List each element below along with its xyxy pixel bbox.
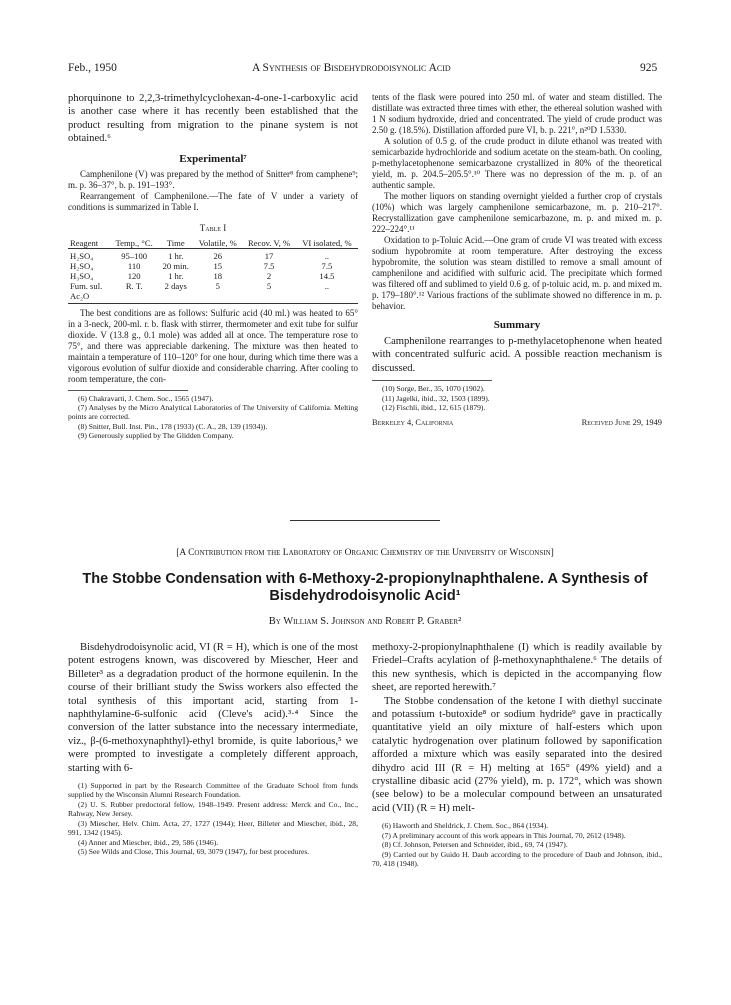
table-row: [68, 281, 358, 291]
paragraph: Camphenilone (V) was prepared by the method of Snitter⁸ from camphene⁹; m. p. 36–37°, b. p. 191–193°.: [68, 168, 358, 190]
table-cell: ..: [324, 280, 330, 291]
section-heading: Summary: [493, 319, 541, 331]
table-cell: H₂SO₄: [70, 260, 94, 271]
table-header: Recov. V, %: [247, 237, 291, 248]
table-cell: 7.5: [263, 260, 275, 271]
paragraph: The Stobbe condensation of the ketone I with diethyl succinate and potassium t-butoxide⁸ or sodium hydride⁹ gave in practically quantitative yield an oily mixture of half-esters which upon catalytic hydrogenation over platinum followed by saponification afforded a mixture which was easily separated into the desired dihydro acid III (R = H) melting at 165° (49% yield) and a crystalline dibasic acid (27% yield), m. p. 172°, which was shown (see below) to be a molecular compound between an unsaturated acid (VII) (R = H) melt-: [372, 695, 662, 814]
table-cell: 20 min.: [162, 260, 189, 271]
footnote: (1) Supported in part by the Research Committee of the Graduate School from funds supplied by the Wisconsin Alumni Research Foundation.: [68, 781, 358, 800]
footnote: (3) Miescher, Helv. Chim. Acta, 27, 1727 (1944); Heer, Billeter and Miescher, ibid., 28, 991, 1342 (1945).: [68, 818, 358, 838]
article-title: The Stobbe Condensation with 6-Methoxy-2-propionylnaphthalene. A Synthesis of Bisdehydrodoisynolic Acid¹: [82, 571, 648, 604]
table-header-row: [68, 238, 358, 249]
section-divider: [290, 520, 440, 521]
upper-left-column: [68, 92, 358, 441]
table-cell: H₂SO₄: [70, 250, 94, 261]
footnote: (6) Haworth and Sheldrick, J. Chem. Soc., 864 (1934).: [382, 821, 549, 831]
footnote: (9) Carried out by Guido H. Daub according to the procedure of Daub and Johnson, ibid., 70, 418 (1948).: [372, 849, 662, 868]
header-left: Feb., 1950: [68, 62, 117, 74]
table-header: Time: [166, 237, 185, 248]
table-cell: 17: [264, 250, 274, 261]
footnote: (8) Cf. Johnson, Petersen and Schneider, ibid., 69, 74 (1947).: [382, 840, 568, 850]
header-center: A Synthesis of Bisdehydrodoisynolic Acid: [252, 62, 451, 74]
paragraph: Rearrangement of Camphenilone.—The fate of V under a variety of conditions is summarized in Table I.: [68, 190, 358, 212]
table-header: Volatile, %: [198, 237, 237, 248]
contribution-line: [A Contribution from the Laboratory of Organic Chemistry of the University of Wisconsin]: [176, 548, 554, 558]
footnote: (2) U. S. Rubber predoctoral fellow, 1948–1949. Present address: Merck and Co., Inc., Rahway, New Jersey.: [68, 799, 358, 819]
paragraph: phorquinone to 2,2,3-trimethylcyclohexan-4-one-1-carboxylic acid is another case where it has recently been established that the product resulting from migration to the pinane system is not obtained.⁶: [68, 93, 358, 145]
received-date: Received June 29, 1949: [581, 418, 662, 428]
table-row: [68, 291, 358, 301]
table-cell: Ac₂O: [70, 290, 90, 301]
paragraph: Oxidation to p-Toluic Acid.—One gram of crude VI was treated with excess sodium hypobromite at room temperature. After destroying the excess hypobromite, the solution was steam distilled to remove a small amount of camphenilone and acidified with sulfuric acid. The precipitate which formed was filtered off and sublimed to yield 0.6 g. of p-toluic acid, m. p. and mixed m. p. 179–180°.¹² Various fractions of the sublimate showed no difference in m. p. behavior.: [372, 235, 662, 311]
table-cell: R. T.: [125, 280, 143, 291]
table-cell: ..: [324, 250, 330, 261]
table-cell: 1 hr.: [168, 270, 184, 281]
table-cell: 1 hr.: [168, 250, 184, 261]
paragraph: methoxy-2-propionylnaphthalene (I) which is readily available by Friedel–Crafts acylation of β-methoxynaphthalene.⁶ The details of this new synthesis, which is depicted in the accompanying flow sheet, are reported herewith.⁷: [372, 642, 662, 694]
table-cell: 7.5: [321, 260, 333, 271]
section-heading: Experimental⁷: [179, 152, 247, 165]
paragraph: A solution of 0.5 g. of the crude product in dilute ethanol was treated with semicarbazide hydrochloride and sodium acetate on the steam-bath. On cooling, p-methylacetophenone semicarbazone crystallized in 80% of the theoretical yield, m. p. 204.5–205.5°.¹⁰ There was no depression of the m. p. of an authentic sample.: [372, 136, 662, 190]
table-cell: 2 days: [164, 280, 187, 291]
table-cell: H₃SO₄: [70, 270, 94, 281]
table-cell: 2: [266, 270, 272, 281]
footnote: (12) Fischli, ibid., 12, 615 (1879).: [382, 403, 486, 413]
table-cell: 110: [127, 260, 141, 271]
footnote: (4) Anner and Miescher, ibid., 29, 586 (1946).: [78, 837, 219, 847]
footnote: (10) Sorge, Ber., 35, 1070 (1902).: [382, 384, 485, 394]
table-header: VI isolated, %: [302, 237, 352, 248]
table-cell: 14.5: [319, 270, 335, 281]
footnote: (7) Analyses by the Micro Analytical Laboratories of The University of California. Melting points are corrected.: [68, 403, 358, 422]
table-cell: 18: [213, 270, 223, 281]
table-header: Reagent: [70, 237, 99, 248]
table-cell: 15: [213, 260, 223, 271]
table-row: [68, 271, 358, 281]
paragraph: Bisdehydrodoisynolic acid, VI (R = H), which is one of the most potent estrogens known, was discovered by Miescher, Heer and Billeter³ as a degradation product of the hormone equilenin. In the course of their brilliant study the Swiss workers also effected the total synthesis of this important acid, starting from 1-naphthylamine-6-sulfonic acid (Cleve's acid).³·⁴ Since the conversion of the latter substance into the necessary intermediate, viz., β-(6-methoxynaphthyl)-ethyl bromide, is quite laborious,⁵ we were prompted to investigate a completely different approach, starting with 6-: [68, 642, 358, 774]
summary-text: Camphenilone rearranges to p-methylacetophenone when heated with concentrated sulfuric acid. A possible reaction mechanism is discussed.: [372, 336, 662, 374]
paragraph: The mother liquors on standing overnight yielded a further crop of crystals (10%) which was largely camphenilone semicarbazone, m. p. 210–217°. Recrystallization gave camphenilone semicarbazone, m. p. and mixed m. p. 222–224°.¹¹: [372, 191, 662, 234]
affiliation: Berkeley 4, California: [372, 418, 454, 428]
footnote: (7) A preliminary account of this work appears in This Journal, 70, 2612 (1948).: [382, 830, 626, 840]
footnote: (8) Snitter, Bull. Inst. Pin., 178 (1933) (C. A., 28, 139 (1934)).: [78, 421, 268, 431]
paragraph: tents of the flask were poured into 250 ml. of water and steam distilled. The distillate was extracted three times with ether, the ethereal solution washed with 1 N sodium hydroxide, dried and concentrated. The yield of crude product was 2.50 g. (18.5%). Distillation afforded pure VI, b. p. 221°, n²⁰D 1.5330.: [372, 92, 662, 135]
lower-right-column: [372, 641, 662, 868]
footnote: (6) Chakravarti, J. Chem. Soc., 1565 (1947).: [78, 393, 214, 403]
table-cell: 26: [213, 250, 223, 261]
paragraph: The best conditions are as follows: Sulfuric acid (40 ml.) was heated to 65° in a 3-neck, 200-ml. r. b. flask with stirrer, thermometer and exit tube for sulfur dioxide. V (13.8 g., 0.1 mole) was added all at once. The temperature rose to 75°, and there was appreciable darkening. The mixture was then heated to maintain a temperature of 110–120° for one hour, during which time there was a vigorous evolution of sulfur dioxide and considerable charring. After cooling to room temperature, the con-: [68, 307, 358, 384]
footnote: (5) See Wilds and Close, This Journal, 69, 3079 (1947), for best procedures.: [78, 846, 310, 856]
footnote: (9) Generously supplied by The Glidden Company.: [78, 431, 234, 441]
page-number: 925: [640, 62, 658, 74]
data-table: [68, 238, 358, 304]
table-cell: 95–100: [121, 250, 148, 261]
table-title: Table I: [199, 222, 227, 233]
table-cell: 5: [266, 280, 272, 291]
table-header: Temp., °C.: [115, 237, 153, 248]
authors: By William S. Johnson and Robert P. Graber²: [268, 616, 462, 627]
upper-right-column: [372, 92, 662, 429]
table-cell: 5: [215, 280, 220, 291]
table-row: [68, 251, 358, 261]
lower-left-column: [68, 641, 358, 856]
table-cell: Fum. sul.: [70, 280, 103, 291]
table-row: [68, 261, 358, 271]
table-cell: 120: [127, 270, 141, 281]
footnote: (11) Jagelki, ibid., 32, 1503 (1899).: [382, 393, 490, 403]
